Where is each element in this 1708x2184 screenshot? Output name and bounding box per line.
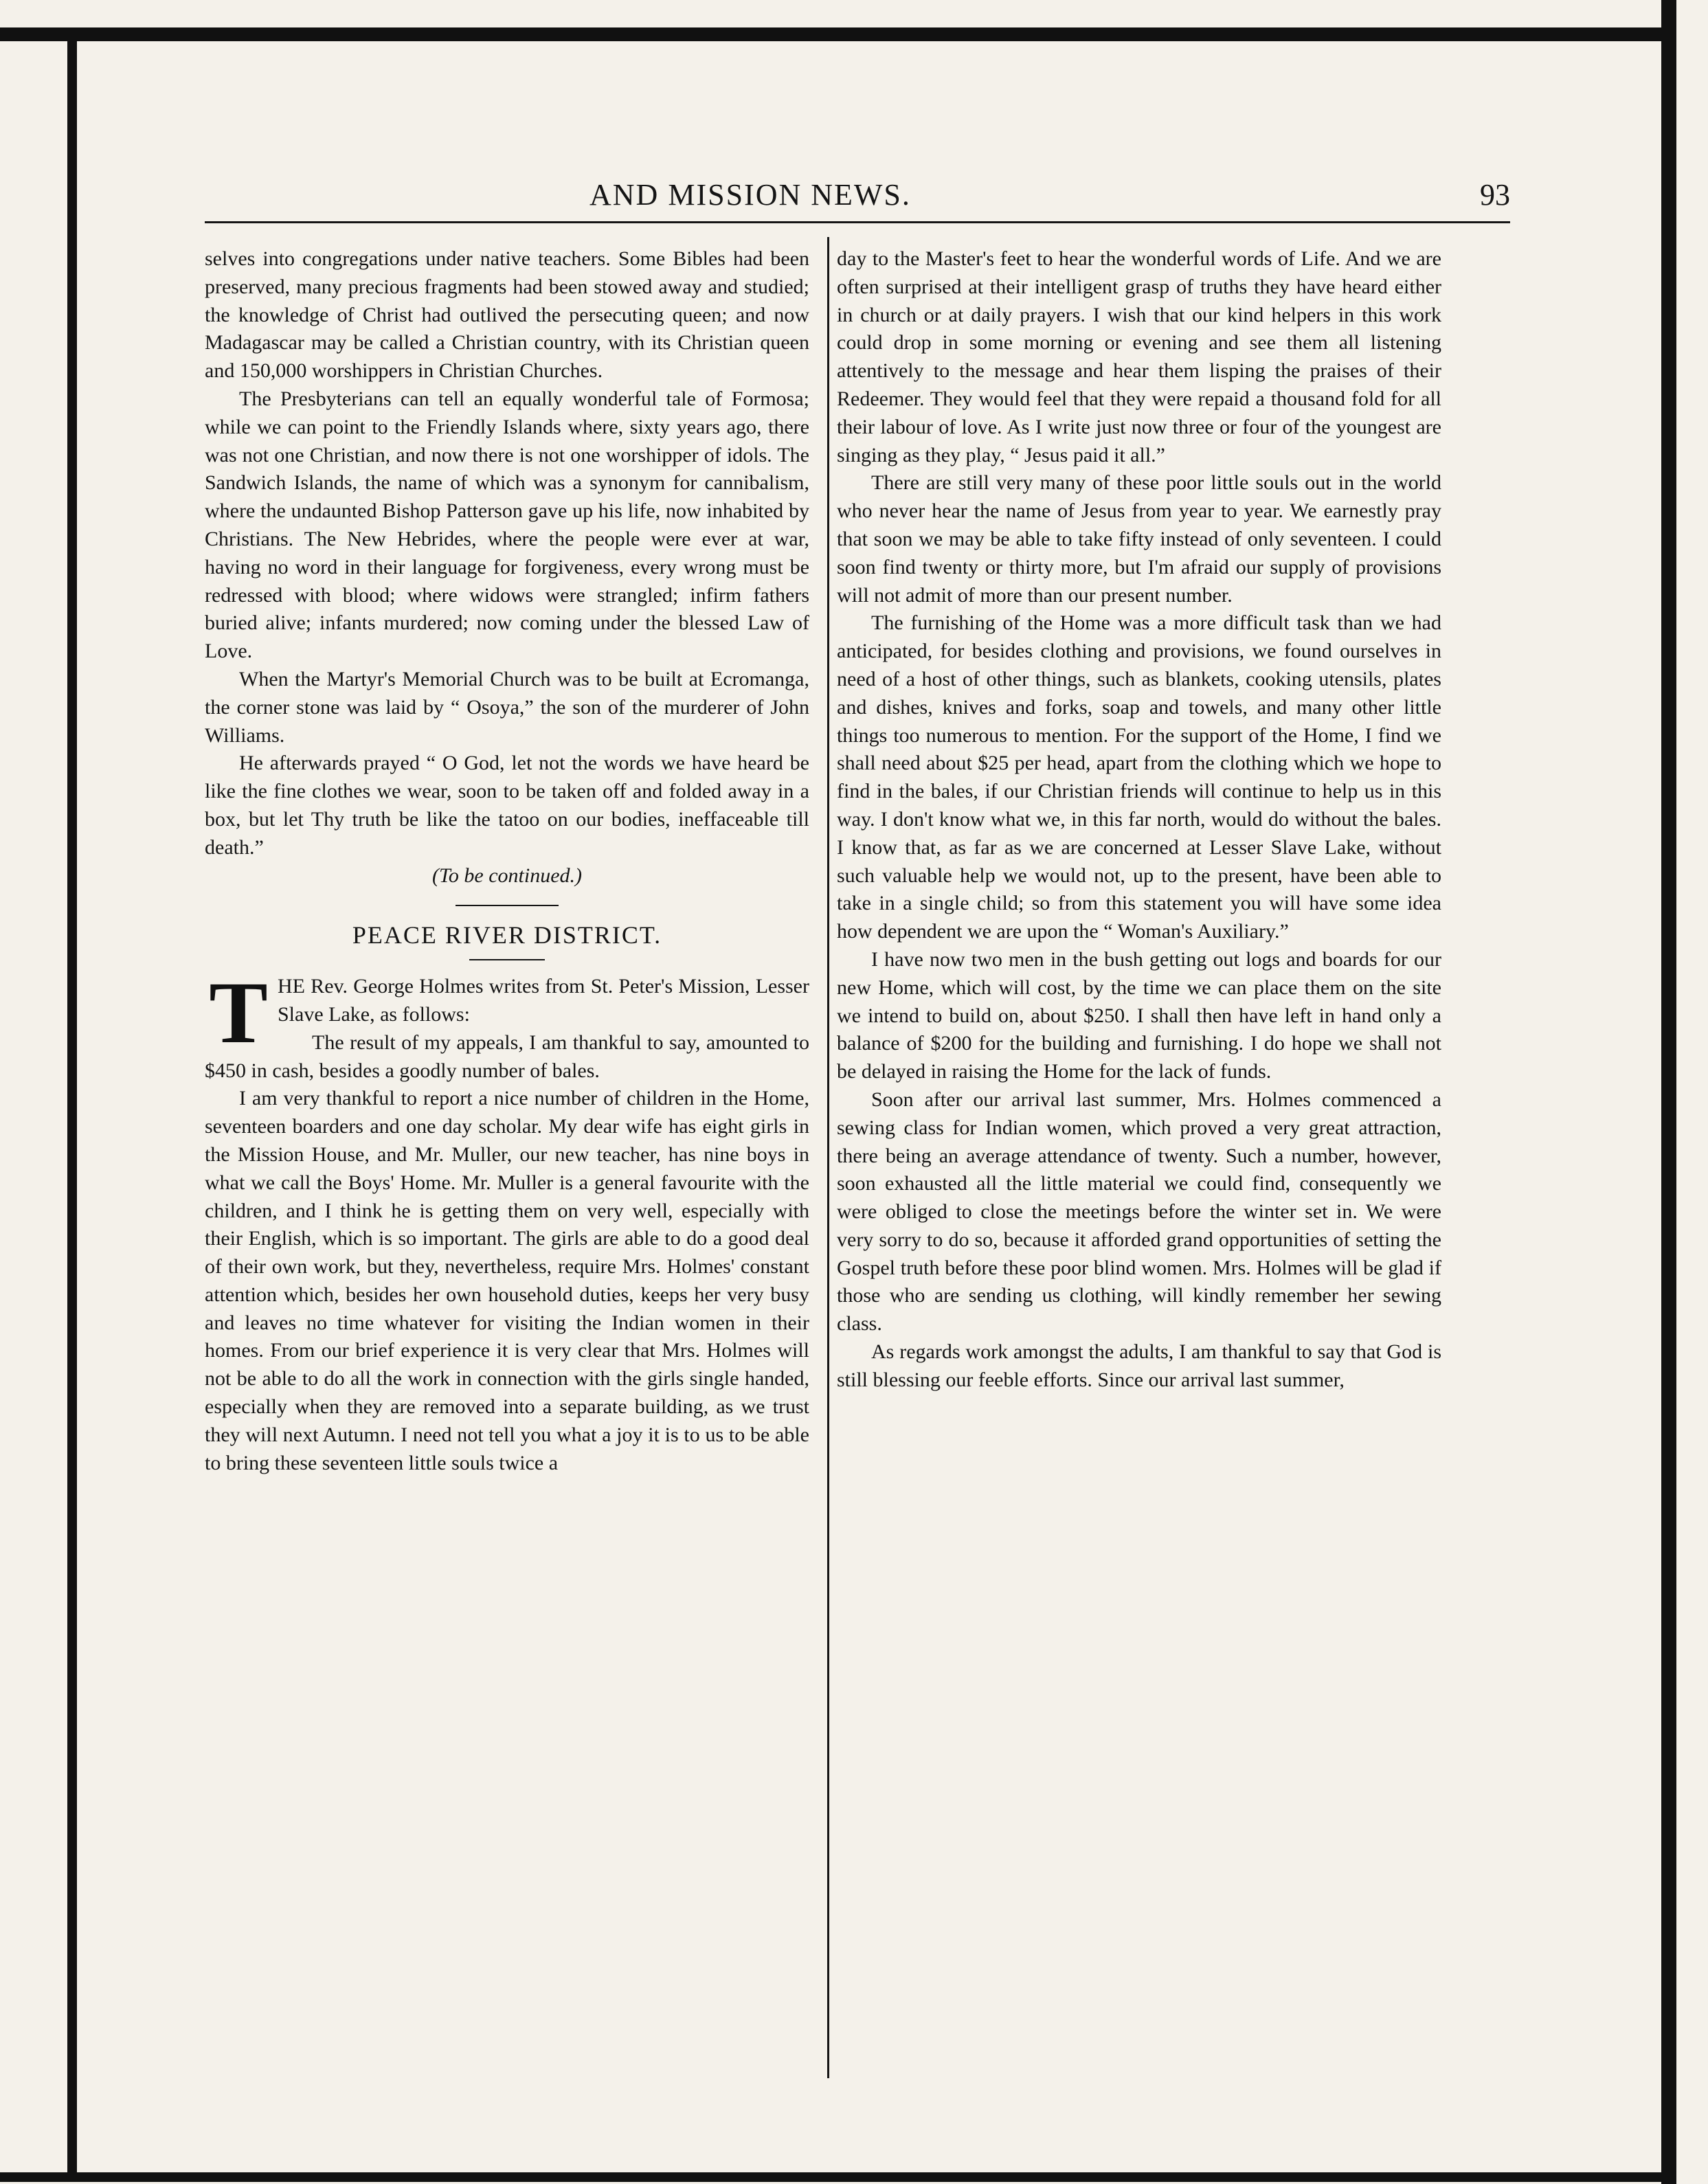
page-border-bottom <box>0 2172 1676 2182</box>
paragraph-text: HE Rev. George Holmes writes from St. Peter's Mission, Lesser Slave Lake, as follows: <box>278 975 809 1026</box>
page-border-left <box>67 27 77 2178</box>
paragraph: The furnishing of the Home was a more difficult task than we had anticipated, for besides clothing and provisions, we found ourselves in need of a host of other things, such as blankets, cooking utensils, plates and dishes, knives and forks, soap and towels, and many other little things too numerous to mention. For the support of the Home, I find we shall need about $25 per head, apart from the clothing which we hope to find in the bales, if our Christian friends will continue to help us in this way. I don't know what we, in this far north, would do without the bales. I know that, as far as we are concerned at Lesser Slave Lake, without such valuable help we would not, up to the present, have been able to take in a single child; so from this statement you will have some idea how dependent we are upon the “ Woman's Auxiliary.” <box>837 611 1441 943</box>
paragraph: I am very thankful to report a nice number of children in the Home, seventeen boarders and one day scholar. My dear wife has eight girls in the Mission House, and Mr. Muller, our new teacher, has nine boys in what we call the Boys' Home. Mr. Muller is a general favourite with the children, and I think he is getting them on very well, especially with their English, which is so important. The girls are able to do a good deal of their own work, but they, nevertheless, require Mrs. Holmes' constant attention which, besides her own household duties, keeps her very busy and leaves no time whatever for visiting the Indian women in their homes. From our brief experience it is very clear that Mrs. Holmes will not be able to do all the work in connection with the girls single handed, especially when they are removed into a separate building, as we trust they will next Autumn. I need not tell you what a joy it is to us to be able to bring these seventeen little souls twice a <box>205 1087 809 1474</box>
paragraph: day to the Master's feet to hear the wonderful words of Life. And we are often surprised at their intelligent grasp of truths they have heard either in church or at daily prayers. I wish that our kind helpers in this work could drop in some morning or evening and see them all listening attentively to the message and hear them lisping the praises of their Redeemer. They would feel that they were repaid a thousand fold for all their labour of love. As I write just now three or four of the youngest are singing as they play, “ Jesus paid it all.” <box>837 247 1441 466</box>
header-rule <box>205 221 1510 223</box>
paragraph: There are still very many of these poor little souls out in the world who never hear the name of Jesus from year to year. We earnestly pray that soon we may be able to take fifty instead of only seventeen. I could soon find twenty or thirty more, but I'm afraid our supply of provisions will not admit of more than our present number. <box>837 471 1441 607</box>
paragraph: As regards work amongst the adults, I am thankful to say that God is still blessing our feeble efforts. Since our arrival last summer, <box>837 1340 1441 1391</box>
right-column <box>837 245 1441 1395</box>
section-separator <box>456 905 559 906</box>
continued-note: (To be continued.) <box>431 864 583 887</box>
paragraph: selves into congregations under native teachers. Some Bibles had been preserved, many precious fragments had been stowed away and studied; the knowledge of Christ had outlived the persecuting queen; and now Madagascar may be called a Christian country, with its Christian queen and 150,000 worshippers in Christian Churches. <box>205 247 809 383</box>
page-number: 93 <box>1480 178 1510 212</box>
paragraph: When the Martyr's Memorial Church was to be built at Ecromanga, the corner stone was laid by “ Osoya,” the son of the murderer of John Williams. <box>205 667 809 747</box>
paragraph: Soon after our arrival last summer, Mrs. Holmes commenced a sewing class for Indian women, which proved a very great attraction, there being an average attendance of twenty. Such a number, however, soon exhausted all the little material we could find, consequently we were obliged to close the meetings before the winter set in. We were very sorry to do so, because it afforded grand opportunities of setting the Gospel truth before these poor blind women. Mrs. Holmes will be glad if those who are sending us clothing, will kindly remember her sewing class. <box>837 1088 1441 1336</box>
drop-cap: T <box>209 964 268 1062</box>
paragraph: The Presbyterians can tell an equally wonderful tale of Formosa; while we can point to the Friendly Islands where, sixty years ago, there was not one Christian, and now there is not one worshipper of idols. The Sandwich Islands, the name of which was a synonym for cannibalism, where the undaunted Bishop Patterson gave up his life, now inhabited by Christians. The New Hebrides, where the people were ever at war, having no word in their language for forgiveness, every wrong must be redressed with blood; where widows were strangled; infirm fathers buried alive; infants murdered; now coming under the blessed Law of Love. <box>205 387 809 663</box>
paragraph: I have now two men in the bush getting out logs and boards for our new Home, which will cost, by the time we can place them on the site we intend to build on, about $250. I shall then have left in hand only a balance of $200 for the building and furnishing. I do hope we shall not be delayed in raising the Home for the lack of funds. <box>837 947 1441 1083</box>
running-head: AND MISSION NEWS. <box>589 178 911 212</box>
paragraph: The result of my appeals, I am thankful to say, amounted to $450 in cash, besides a goodly number of bales. <box>205 1031 809 1082</box>
page-border-top <box>0 27 1676 41</box>
title-underline <box>469 959 545 960</box>
section-title: PEACE RIVER DISTRICT. <box>352 921 662 949</box>
page-header <box>205 177 1510 218</box>
left-column <box>205 245 809 1477</box>
column-divider <box>827 237 829 2078</box>
page-border-right <box>1661 0 1676 2184</box>
paragraph: He afterwards prayed “ O God, let not the words we have heard be like the fine clothes we wear, soon to be taken off and folded away in a box, but let Thy truth be like the tatoo on our bodies, ineffaceable till death.” <box>205 752 809 859</box>
